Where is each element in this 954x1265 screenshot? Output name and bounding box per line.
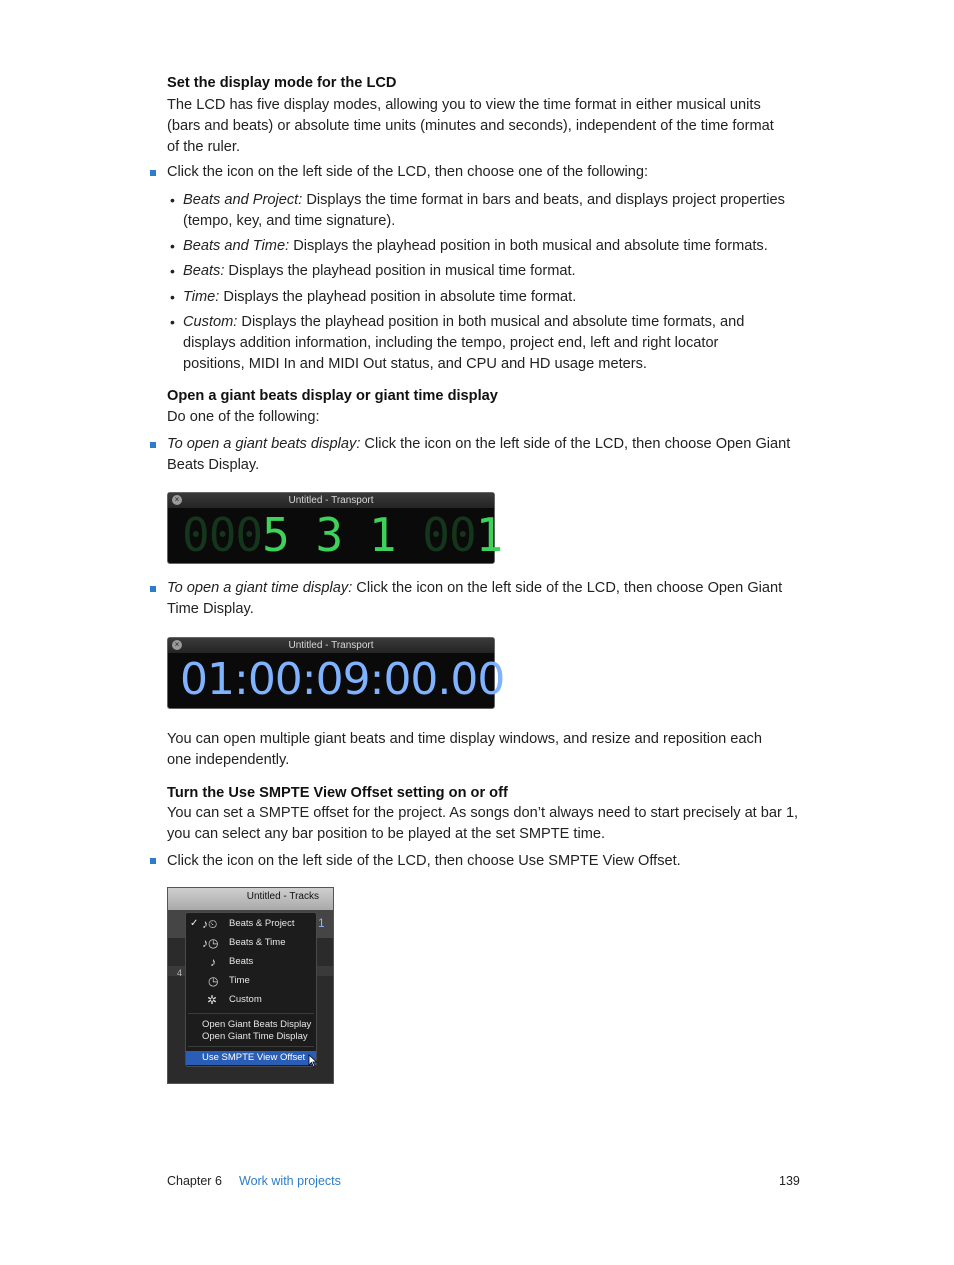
paragraph-line: You can set a SMPTE offset for the project. As songs don’t always need to start precisely at bar 1, (167, 805, 799, 821)
ruler-number: 4 (177, 968, 183, 978)
bullet-beats-and-time (183, 236, 768, 257)
bullet-term: Beats: (183, 263, 225, 279)
step-bullet-icon (150, 586, 156, 592)
window-title-bar (168, 888, 333, 910)
bullet-dot: • (170, 314, 175, 330)
paragraph-line: you can select any bar position to be played at the set SMPTE time. (167, 826, 606, 842)
menu-item-beats-project[interactable] (186, 915, 316, 933)
gear-icon: ✲ (207, 993, 218, 1007)
step-giant-time (167, 578, 782, 620)
beats-digits-lit: 5 3 1 (262, 508, 396, 562)
menu-item-label: Beats & Time (229, 937, 286, 948)
menu-item-label: Beats & Project (229, 918, 295, 929)
bullet-dot: • (170, 289, 175, 305)
step-term: To open a giant beats display: (167, 436, 361, 452)
paragraph-lcd-modes (167, 95, 774, 158)
paragraph-line: of the ruler. (167, 139, 241, 155)
giant-time-window[interactable] (167, 637, 505, 709)
intro-text: Do one of the following: (167, 409, 320, 425)
menu-separator (188, 1013, 314, 1014)
paragraph-smpte (167, 803, 798, 845)
step-text: Beats Display. (167, 457, 260, 473)
paragraph-line: (bars and beats) or absolute time units (minutes and seconds), independent of the time format (167, 118, 774, 134)
menu-item-open-giant-time[interactable]: Open Giant Time Display (202, 1031, 308, 1042)
bullet-dot: • (170, 263, 175, 279)
menu-item-beats-time[interactable] (186, 934, 316, 952)
step-term: To open a giant time display: (167, 580, 353, 596)
step-text: Click the icon on the left side of the LCD, then choose one of the following: (167, 164, 649, 180)
bullet-beats (183, 261, 576, 282)
checkmark-icon: ✓ (190, 918, 199, 929)
step-smpte: Click the icon on the left side of the LCD, then choose Use SMPTE View Offset. (167, 853, 681, 869)
note-icon: ♪ (210, 955, 216, 969)
step-text: Click the icon on the left side of the LCD, then choose Open Giant (360, 436, 791, 452)
close-icon[interactable]: × (172, 495, 182, 505)
bullet-text: Displays the playhead position in both musical and absolute time formats, and (237, 314, 745, 330)
bullet-term: Beats and Project: (183, 192, 303, 208)
step-bullet-icon (150, 170, 156, 176)
bullet-term: Custom: (183, 314, 238, 330)
beats-digits-lit: 1 (475, 508, 503, 562)
note-clock-icon: ♪◷ (202, 936, 219, 950)
beats-digits-unlit: 000 (182, 508, 263, 562)
step-text: Time Display. (167, 601, 254, 617)
lcd-menu-screenshot (167, 887, 334, 1084)
page-number: 139 (779, 1174, 800, 1188)
bullet-term: Beats and Time: (183, 238, 290, 254)
bullet-text: Displays the playhead position in musical time format. (224, 263, 576, 279)
note-metronome-icon: ♪⏲ (202, 917, 218, 931)
bullet-text: displays addition information, including the tempo, project end, left and right locator (183, 335, 719, 351)
bullet-beats-and-project (183, 190, 785, 232)
window-title: Untitled - Tracks (246, 891, 319, 902)
footer-chapter-link[interactable]: Work with projects (239, 1174, 341, 1188)
lcd-mode-menu[interactable] (185, 912, 317, 1067)
menu-separator (188, 1046, 314, 1047)
section-heading-giant-display: Open a giant beats display or giant time display (167, 388, 498, 404)
lcd-bar-number: 1 (318, 916, 325, 930)
menu-item-custom[interactable] (186, 991, 316, 1009)
step-giant-beats (167, 434, 790, 476)
bullet-term: Time: (183, 289, 220, 305)
close-icon[interactable]: × (172, 640, 182, 650)
paragraph-line: one independently. (167, 752, 290, 768)
menu-item-label: Time (229, 975, 250, 986)
bullet-text: Displays the playhead position in both musical and absolute time formats. (289, 238, 768, 254)
bullet-custom (183, 312, 744, 375)
paragraph-multiple-windows (167, 729, 762, 771)
menu-item-use-smpte-view-offset[interactable] (186, 1051, 316, 1065)
mouse-pointer-icon (308, 1054, 318, 1068)
paragraph-line: The LCD has five display modes, allowing you to view the time format in either musical units (167, 97, 761, 113)
bullet-dot: • (170, 238, 175, 254)
section-heading-lcd-mode: Set the display mode for the LCD (167, 75, 397, 91)
paragraph-line: You can open multiple giant beats and time display windows, and resize and reposition each (167, 731, 762, 747)
bullet-time (183, 287, 576, 308)
menu-item-beats[interactable] (186, 953, 316, 971)
step-text: Click the icon on the left side of the LCD, then choose Open Giant (352, 580, 783, 596)
bullet-text: Displays the time format in bars and beats, and displays project properties (302, 192, 785, 208)
step-bullet-icon (150, 858, 156, 864)
menu-item-label: Use SMPTE View Offset (202, 1052, 306, 1063)
bullet-text: (tempo, key, and time signature). (183, 213, 396, 229)
bullet-text: positions, MIDI In and MIDI Out status, and CPU and HD usage meters. (183, 356, 647, 372)
beats-display (182, 509, 502, 561)
menu-item-label: Custom (229, 994, 262, 1005)
section-heading-smpte: Turn the Use SMPTE View Offset setting on or off (167, 785, 508, 801)
giant-beats-window[interactable] (167, 492, 503, 564)
footer-chapter: Chapter 6 (167, 1174, 222, 1188)
window-title: Untitled - Transport (288, 495, 374, 506)
beats-digits-unlit: 00 (395, 508, 476, 562)
window-title: Untitled - Transport (288, 640, 374, 651)
window-title-bar[interactable] (168, 638, 494, 653)
bullet-dot: • (170, 192, 175, 208)
menu-item-time[interactable] (186, 972, 316, 990)
clock-icon: ◷ (208, 974, 219, 988)
menu-item-label: Beats (229, 956, 254, 967)
time-display: 01:00:09:00.00 (180, 654, 505, 705)
step-bullet-icon (150, 442, 156, 448)
menu-item-open-giant-beats[interactable]: Open Giant Beats Display (202, 1019, 312, 1030)
bullet-text: Displays the playhead position in absolute time format. (219, 289, 577, 305)
window-title-bar[interactable] (168, 493, 494, 508)
